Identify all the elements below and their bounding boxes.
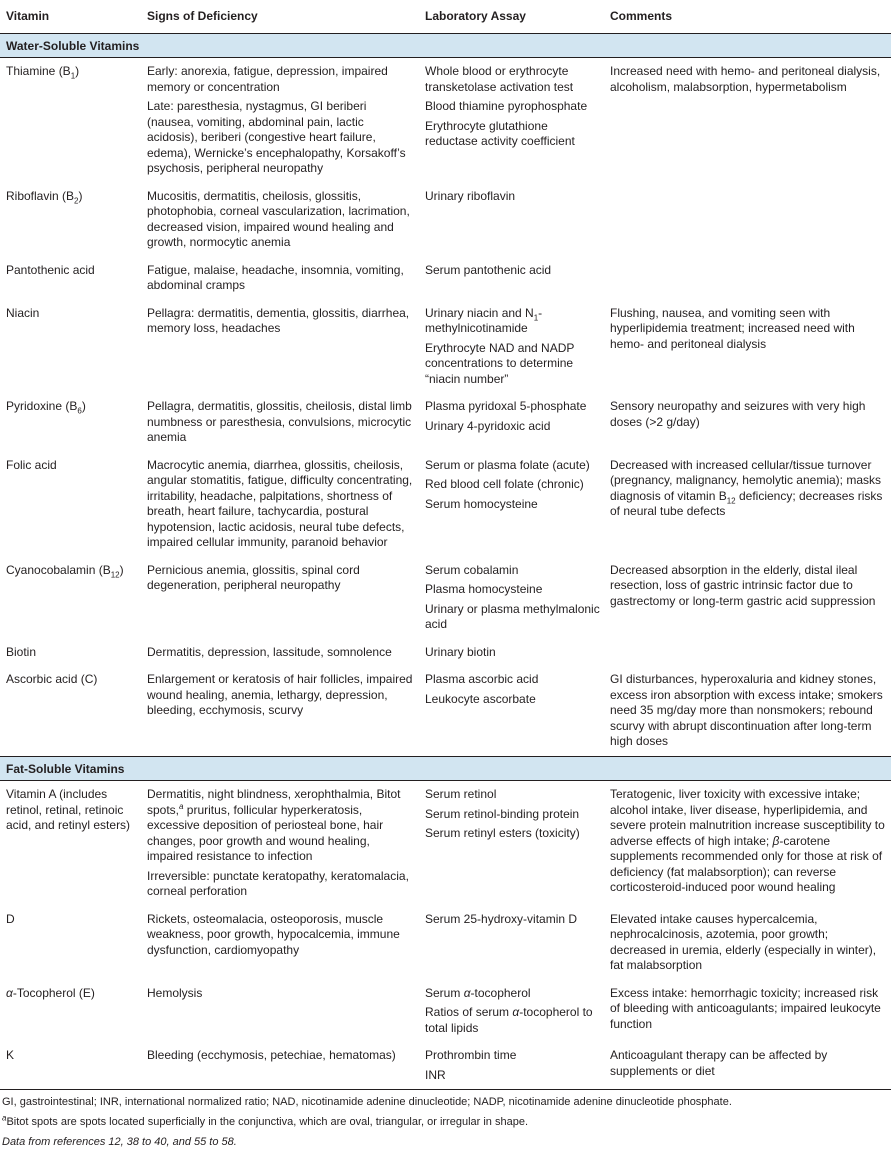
table-row [0,980,891,1043]
table-footnotes [0,1089,891,1150]
assay-text: INR [425,1067,446,1082]
table-row [0,257,891,300]
lab-assay [419,666,604,756]
vitamin-name: Pyridoxine $(B_6)$ [6,399,86,416]
assay-text: Blood thiamine pyrophosphate [425,99,588,113]
comments [604,257,891,300]
table-header-row [0,0,891,33]
assay-text: Serum α-tocopherol [425,985,531,1000]
footnote-a: $^a$Bitot spots are spots located superficially in the conjunctiva, which are oval, triangular, or irregular in shape. [2,1113,529,1128]
deficiency-signs: Dermatitis, depression, lassitude, somnolence [147,644,392,659]
table-row [0,666,891,756]
section-title: Fat-Soluble Vitamins [0,756,891,781]
table-row [0,183,891,257]
sign-text: Early: anorexia, fatigue, depression, impaired memory or concentration [147,64,388,94]
assay-text: Ratios of serum α-tocopherol to total lipids [425,1005,593,1035]
vitamin-name: Riboflavin $(B_2)$ [6,188,83,205]
header-comments: Comments [604,0,891,33]
header-vitamin: Vitamin [0,0,141,33]
deficiency-signs: Rickets, osteomalacia, osteoporosis, muscle weakness, poor growth, hypocalcemia, immune dysfunction, cardiomyopathy [147,911,400,957]
comments: Flushing, nausea, and vomiting seen with hyperlipidemia treatment; increased need with hemo- and peritoneal dialysis [610,305,855,351]
header-signs: Signs of Deficiency [141,0,419,33]
comments: GI disturbances, hyperoxaluria and kidney stones, excess iron absorption with excess intake; smokers need 35 mg/day more than nonsmokers; rebound scurvy with abrupt discontinuation after long-term high doses [610,672,883,748]
table-row [0,639,891,667]
assay-text: Serum retinol [425,787,497,801]
assay-text: Plasma homocysteine [425,582,543,596]
comments: Sensory neuropathy and seizures with very high doses (>2 g/day) [610,399,866,429]
assay-text: Serum retinol-binding protein [425,806,580,821]
table-row [0,1042,891,1089]
assay-text: Red blood cell folate (chronic) [425,477,584,491]
lab-assay [419,557,604,639]
assay-text: Whole blood or erythrocyte transketolase activation test [425,64,574,94]
assay-text: Prothrombin time [425,1048,517,1062]
lab-assay [419,58,604,183]
vitamin-name: Thiamine $(B_1)$ [6,64,80,81]
vitamin-name: Niacin [6,305,40,320]
comments: Teratogenic, liver toxicity with excessive intake; alcohol intake, liver disease, hyperlipidemia, and severe protein malnutrition increase susceptibility to adverse effects of high intake; β-carotene supplements recommended only for those at risk of deficiency (fat malabsorption); can reverse corticosteroid-induced poor wound healing [610,787,885,894]
table-row [0,452,891,557]
deficiency-signs: Pellagra: dermatitis, dementia, glossitis, diarrhea, memory loss, headaches [147,305,410,335]
assay-text: Plasma ascorbic acid [425,672,539,686]
assay-text: Serum or plasma folate (acute) [425,457,590,472]
deficiency-signs: Macrocytic anemia, diarrhea, glossitis, cheilosis, angular stomatitis, fatigue, difficulty concentrating, irritability, headache, palpitations, shortness of breath, heart failure, tachycardia, postural hypotension, lactic acidosis, neural tube defects, impaired cellular immunity, paranoid behavior [147,457,413,549]
deficiency-signs: Fatigue, malaise, headache, insomnia, vomiting, abdominal cramps [147,262,404,292]
table-row [0,58,891,183]
assay-text: Urinary 4-pyridoxic acid [425,418,551,433]
section-water-soluble [0,33,891,58]
assay-text: Serum homocysteine [425,496,538,511]
footnote-source: Data from references 12, 38 to 40, and 55 to 58. [2,1136,237,1148]
comments [604,639,891,667]
deficiency-signs [141,58,419,183]
section-title: Water-Soluble Vitamins [0,33,891,58]
comments: Elevated intake causes hypercalcemia, nephrocalcinosis, azotemia, poor growth; decreased in uremia, elderly (especially in winter), fat malabsorption [610,911,877,972]
lab-assay: Urinary riboflavin [425,188,516,203]
lab-assay [419,1042,604,1089]
vitamin-name: K [6,1048,15,1062]
vitamin-name: Ascorbic acid (C) [6,672,98,686]
vitamin-name: D [6,911,15,926]
header-assay: Laboratory Assay [419,0,604,33]
sign-text: Dermatitis, night blindness, xerophthalmia, Bitot spots,$^a$ pruritus, follicular hyperkeratosis, excessive deposition of periosteal bone, hair changes, poor growth and wound healing, impaired resistance to infection [147,787,401,863]
lab-assay: Urinary biotin [425,644,496,659]
comments: Decreased with increased cellular/tissue turnover (pregnancy, malignancy, hemolytic anemia); masks diagnosis of vitamin $B_{12}$ deficiency; decreases risks of neural tube defects [610,457,883,518]
deficiency-signs: Pernicious anemia, glossitis, spinal cord degeneration, peripheral neuropathy [147,562,360,592]
lab-assay [419,393,604,452]
assay-text: Urinary niacin and $N_1$-methylnicotinamide [425,305,543,335]
assay-text: Serum cobalamin [425,562,519,577]
vitamin-name: Cyanocobalamin $(B_{12})$ [6,562,124,579]
deficiency-signs: Mucositis, dermatitis, cheilosis, glossitis, photophobia, corneal vascularization, lacrimation, decreased vision, impaired wound healing and growth, normocytic anemia [147,188,410,249]
comments: Increased need with hemo- and peritoneal dialysis, alcoholism, malabsorption, hypermetabolism [610,64,881,94]
table-row [0,557,891,639]
lab-assay [419,452,604,557]
deficiency-signs: Pellagra, dermatitis, glossitis, cheilosis, distal limb numbness or paresthesia, convulsions, microcytic anemia [147,399,412,444]
vitamin-name: α-Tocopherol (E) [6,985,95,1000]
comments: Anticoagulant therapy can be affected by supplements or diet [610,1048,828,1078]
sign-text: Irreversible: punctate keratopathy, keratomalacia, corneal perforation [147,868,409,898]
table-row [0,393,891,452]
deficiency-signs: Bleeding (ecchymosis, petechiae, hematomas) [147,1048,396,1062]
deficiency-signs: Hemolysis [147,985,203,1000]
vitamin-name: Pantothenic acid [6,262,95,277]
deficiency-signs [141,781,419,906]
assay-text: Urinary or plasma methylmalonic acid [425,601,600,631]
lab-assay [419,980,604,1043]
lab-assay: Serum 25-hydroxy-vitamin D [425,911,578,926]
table-row [0,906,891,980]
assay-text: Erythrocyte NAD and NADP concentrations to determine “niacin number” [425,340,575,386]
comments: Excess intake: hemorrhagic toxicity; increased risk of bleeding with anticoagulants; impaired leukocyte function [610,985,881,1031]
assay-text: Erythrocyte glutathione reductase activity coefficient [425,118,575,148]
vitamin-name: Biotin [6,644,37,659]
vitamin-name: Vitamin A (includes retinol, retinal, retinoic acid, and retinyl esters) [6,787,131,832]
sign-text: Late: paresthesia, nystagmus, GI beriberi (nausea, vomiting, abdominal pain, lactic acidosis), beriberi (congestive heart failure, edema), Wernicke’s encephalopathy, Korsakoff’s psychosis, peripheral neuropathy [147,99,406,175]
deficiency-signs: Enlargement or keratosis of hair follicles, impaired wound healing, anemia, lethargy, depression, bleeding, ecchymosis, scurvy [147,672,413,717]
lab-assay [419,300,604,394]
table-row [0,781,891,906]
lab-assay: Serum pantothenic acid [425,262,552,277]
footnote-abbreviations: GI, gastrointestinal; INR, international normalized ratio; NAD, nicotinamide adenine dinucleotide; NADP, nicotinamide adenine dinucleotide phosphate. [2,1096,732,1108]
section-fat-soluble [0,756,891,781]
assay-text: Leukocyte ascorbate [425,691,536,706]
vitamin-name: Folic acid [6,457,57,472]
lab-assay [419,781,604,906]
comments: Decreased absorption in the elderly, distal ileal resection, loss of gastric intrinsic factor due to gastrectomy or long-term gastric acid suppression [610,562,876,608]
table-row [0,300,891,394]
assay-text: Plasma pyridoxal 5-phosphate [425,399,587,413]
comments [604,183,891,257]
assay-text: Serum retinyl esters (toxicity) [425,826,580,840]
